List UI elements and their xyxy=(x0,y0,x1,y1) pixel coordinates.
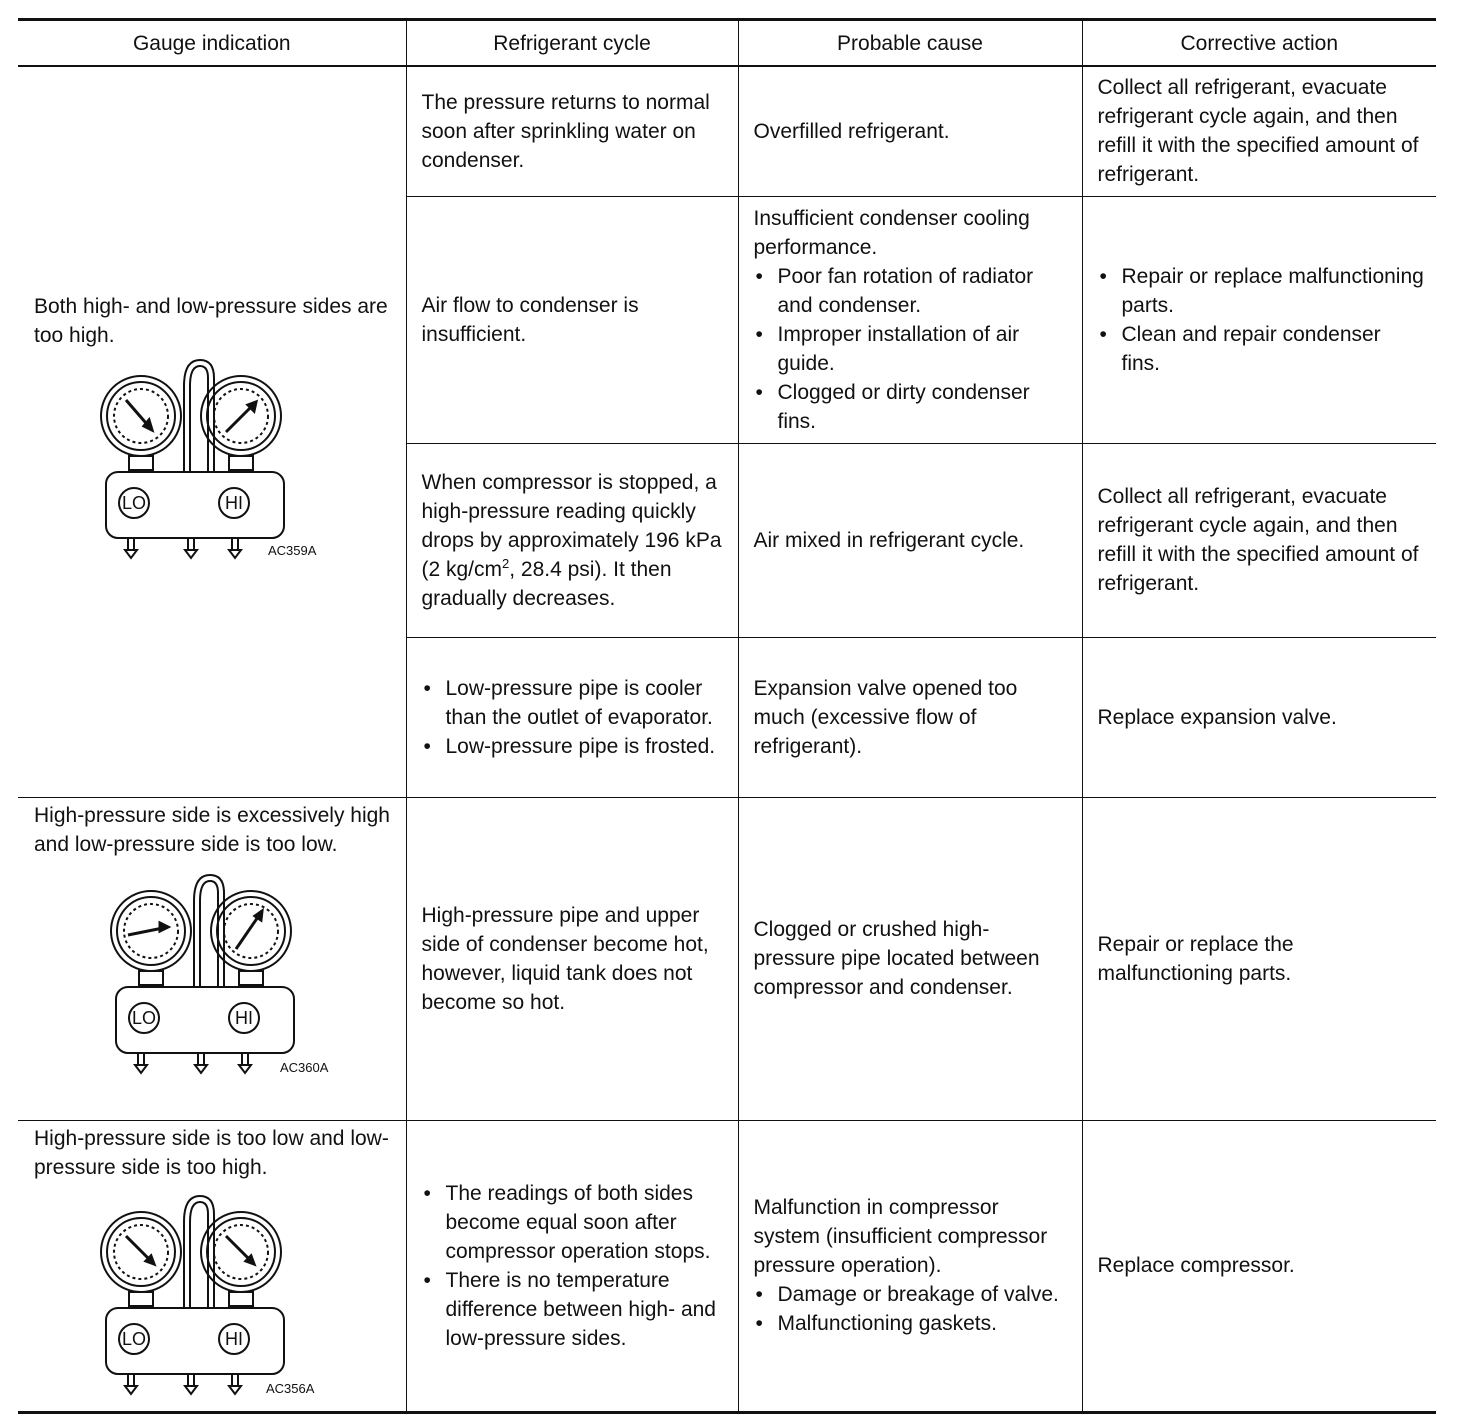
manifold-gauge-figure xyxy=(96,354,328,574)
lo-label: LO xyxy=(121,1328,146,1349)
gauge-indication-text: High-pressure side is too low and low-pressure side is too high. xyxy=(34,1126,389,1179)
list-item: • The readings of both sides become equal soon after compressor operation stops. xyxy=(422,1179,726,1266)
list-item: • Repair or replace malfunctioning parts. xyxy=(1098,262,1425,320)
list-item: • Low-pressure pipe is cooler than the outlet of evaporator. xyxy=(422,674,726,732)
list-item: • Low-pressure pipe is frosted. xyxy=(422,732,726,761)
gauge-indication-text: Both high- and low-pressure sides are too high. xyxy=(34,295,388,348)
list-item: • Improper installation of air guide. xyxy=(754,320,1070,378)
probable-cause-cell: Expansion valve opened too much (excessive flow of refrigerant). xyxy=(738,637,1082,797)
hi-label: HI xyxy=(235,1007,253,1028)
figure-code: AC360A xyxy=(280,1059,329,1075)
table-row xyxy=(18,1120,1436,1412)
header-corrective-action: Corrective action xyxy=(1082,20,1436,67)
corrective-action-cell: Repair or replace the malfunctioning parts. xyxy=(1082,797,1436,1120)
manifold-gauge-icon xyxy=(96,1190,328,1410)
gauge-cell-high-excessive xyxy=(18,797,406,1120)
corrective-action-cell: Replace expansion valve. xyxy=(1082,637,1436,797)
cause-list xyxy=(754,262,1070,436)
probable-cause-cell xyxy=(738,1120,1082,1412)
refrigerant-cycle-cell: Air flow to condenser is insufficient. xyxy=(406,196,738,443)
figure-code: AC359A xyxy=(268,543,317,559)
manifold-gauge-figure xyxy=(106,869,338,1089)
corrective-action-cell xyxy=(1082,196,1436,443)
gauge-cell-both-high xyxy=(18,66,406,797)
list-item: • Clogged or dirty condenser fins. xyxy=(754,378,1070,436)
gauge-indication-text: High-pressure side is excessively high and low-pressure side is too low. xyxy=(34,803,390,856)
list-item: • There is no temperature difference between high- and low-pressure sides. xyxy=(422,1266,726,1353)
probable-cause-cell: Air mixed in refrigerant cycle. xyxy=(738,443,1082,637)
list-item: • Damage or breakage of valve. xyxy=(754,1280,1070,1309)
list-item: • Poor fan rotation of radiator and condenser. xyxy=(754,262,1070,320)
header-row xyxy=(18,20,1436,67)
action-list xyxy=(1098,262,1425,378)
figure-code: AC356A xyxy=(266,1380,315,1396)
cycle-text-b: , 28.4 psi). It then gradually decreases. xyxy=(421,557,672,610)
manifold-gauge-icon xyxy=(96,354,328,574)
probable-cause-cell xyxy=(738,196,1082,443)
corrective-action-cell: Collect all refrigerant, evacuate refrigerant cycle again, and then refill it with the specified amount of refrigerant. xyxy=(1082,66,1436,196)
list-item: • Malfunctioning gaskets. xyxy=(754,1309,1070,1338)
lo-label: LO xyxy=(131,1007,156,1028)
corrective-action-cell: Collect all refrigerant, evacuate refrigerant cycle again, and then refill it with the specified amount of refrigerant. xyxy=(1082,443,1436,637)
hi-label: HI xyxy=(225,493,243,514)
cycle-list xyxy=(422,1179,726,1353)
table-row xyxy=(18,797,1436,1120)
cycle-text-a: When compressor is stopped, a high-pressure reading quickly drops by approximately 196 kPa (2 kg/cm xyxy=(421,470,722,581)
refrigerant-cycle-cell xyxy=(406,637,738,797)
header-gauge-indication: Gauge indication xyxy=(18,20,406,67)
probable-cause-cell: Clogged or crushed high-pressure pipe located between compressor and condenser. xyxy=(738,797,1082,1120)
list-item: • Clean and repair condenser fins. xyxy=(1098,320,1425,378)
corrective-action-cell: Replace compressor. xyxy=(1082,1120,1436,1412)
header-refrigerant-cycle: Refrigerant cycle xyxy=(406,20,738,67)
gauge-cell-high-low xyxy=(18,1120,406,1412)
hi-label: HI xyxy=(225,1328,243,1349)
cause-intro: Malfunction in compressor system (insufficient compressor pressure operation). xyxy=(753,1196,1048,1277)
manifold-gauge-figure xyxy=(96,1190,328,1410)
refrigerant-cycle-cell xyxy=(406,443,738,637)
cycle-list xyxy=(422,674,726,761)
refrigerant-cycle-cell xyxy=(406,1120,738,1412)
header-probable-cause: Probable cause xyxy=(738,20,1082,67)
probable-cause-cell: Overfilled refrigerant. xyxy=(738,66,1082,196)
manifold-gauge-icon xyxy=(106,869,338,1089)
cause-intro: Insufficient condenser cooling performance. xyxy=(753,206,1030,259)
lo-label: LO xyxy=(121,493,146,514)
refrigerant-cycle-cell: The pressure returns to normal soon after sprinkling water on condenser. xyxy=(406,66,738,196)
refrigerant-cycle-cell: High-pressure pipe and upper side of condenser become hot, however, liquid tank does not become so hot. xyxy=(406,797,738,1120)
diagnosis-table xyxy=(18,18,1436,1414)
table-row xyxy=(18,66,1436,196)
cause-list xyxy=(754,1280,1070,1338)
superscript: 2 xyxy=(502,555,510,571)
